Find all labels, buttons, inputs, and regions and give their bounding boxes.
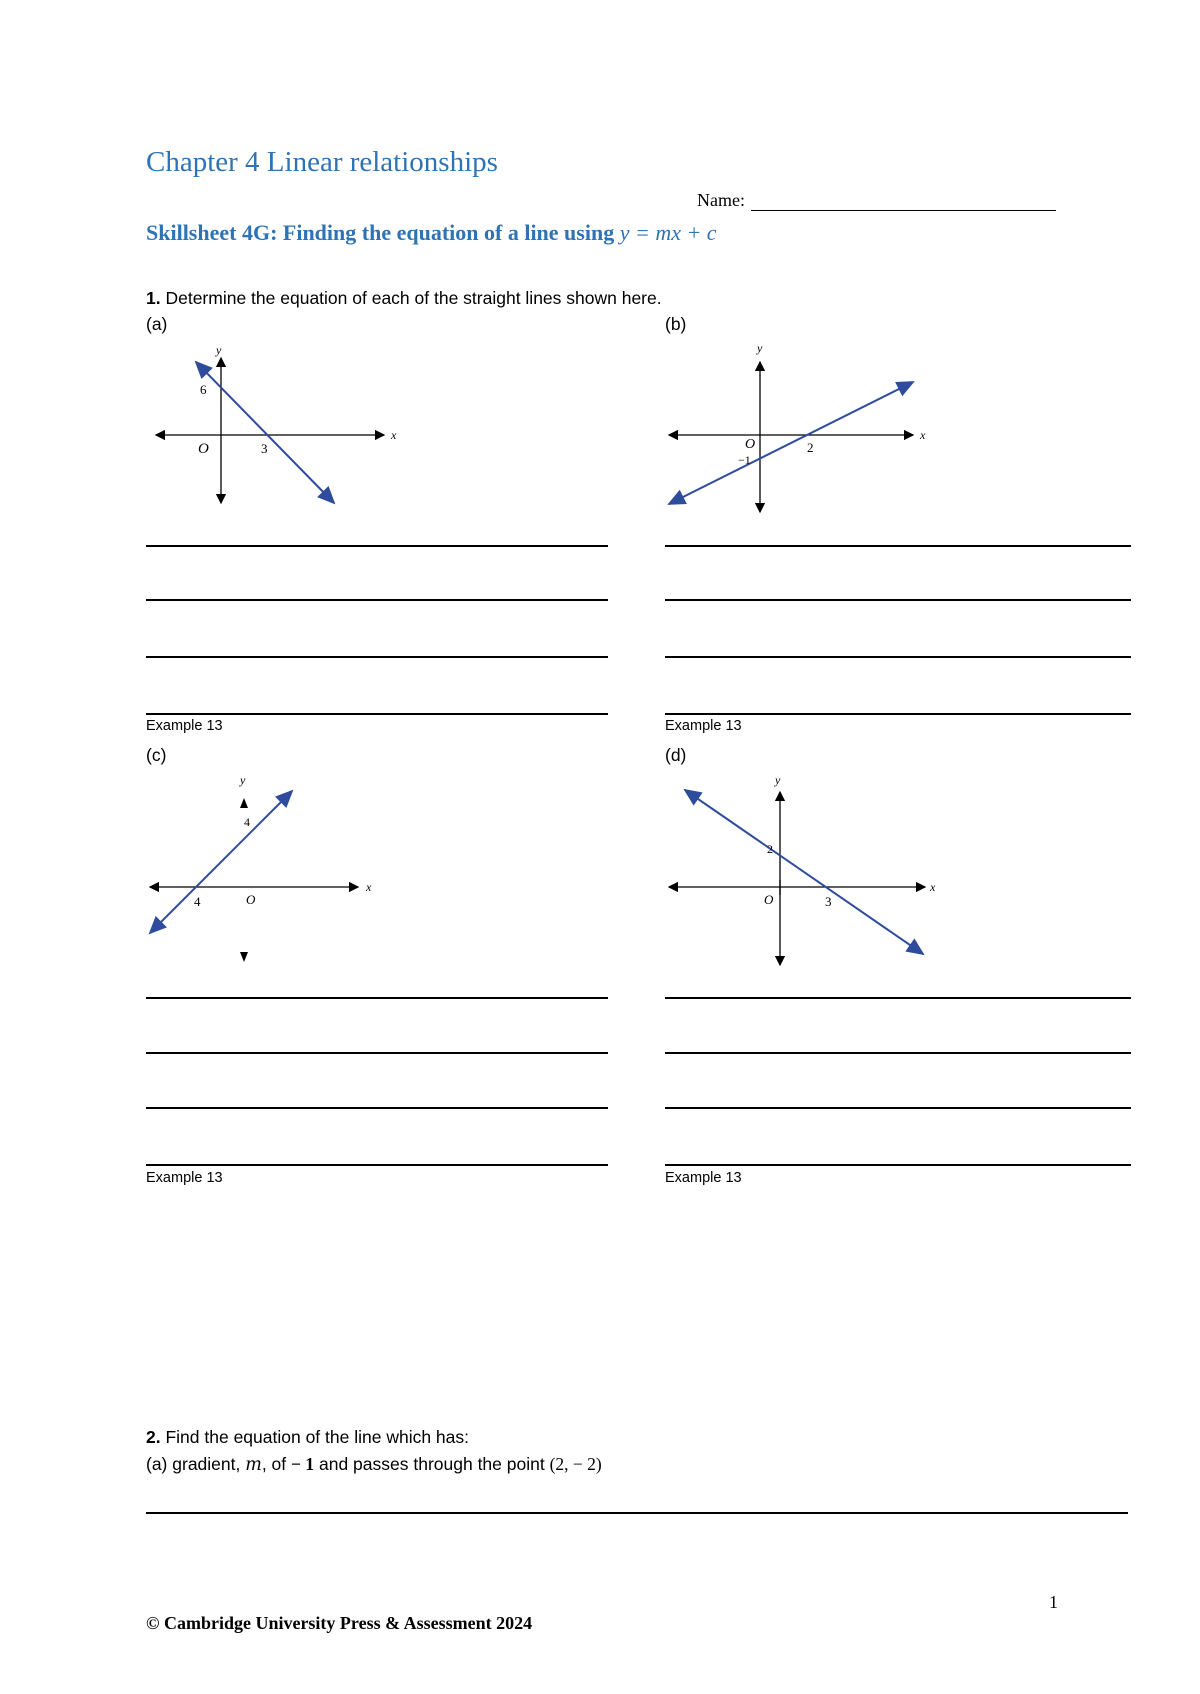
- graph-c-x-tick: 4: [194, 894, 201, 909]
- example-ref-d: Example 13: [665, 1170, 742, 1186]
- graph-d-line: [685, 790, 923, 954]
- answer-line-a-2[interactable]: [146, 599, 608, 601]
- subtitle-text: Skillsheet 4G: Finding the equation of a line using: [146, 220, 620, 245]
- part-a-label: (a): [146, 314, 168, 334]
- copyright-footer: © Cambridge University Press & Assessment 2024: [146, 1613, 533, 1633]
- graph-d-origin: O: [764, 892, 774, 907]
- graph-b-line: [669, 382, 913, 504]
- question-2a-m: m: [245, 1455, 262, 1475]
- graph-d-x-label: x: [930, 880, 936, 894]
- answer-line-c-3[interactable]: [146, 1107, 608, 1109]
- graph-b-y-label: y: [757, 341, 763, 355]
- answer-line-d-2[interactable]: [665, 1052, 1131, 1054]
- question-2a-gradient-value: − 1: [291, 1454, 315, 1474]
- example-ref-c: Example 13: [146, 1170, 223, 1186]
- question-2-prompt: [146, 1427, 469, 1448]
- part-b-label: (b): [665, 314, 687, 334]
- answer-line-c-4[interactable]: [146, 1164, 608, 1166]
- question-2a-label: (a): [146, 1454, 168, 1474]
- answer-line-b-2[interactable]: [665, 599, 1131, 601]
- answer-line-d-4[interactable]: [665, 1164, 1131, 1166]
- graph-c-y-axis-up-arrow: [240, 798, 248, 808]
- name-field[interactable]: [751, 192, 1056, 211]
- graph-d-y-tick: 2: [767, 842, 773, 856]
- graph-b-origin: O: [745, 437, 756, 452]
- graph-a-x-tick: 3: [261, 441, 268, 456]
- graph-c-origin: O: [246, 892, 256, 907]
- graph-c-y-label: y: [240, 773, 246, 787]
- skillsheet-subtitle: [146, 220, 717, 246]
- part-c-label: (c): [146, 745, 167, 765]
- answer-line-2a[interactable]: [146, 1512, 1128, 1514]
- answer-line-a-1[interactable]: [146, 545, 608, 547]
- graph-b: [665, 340, 945, 520]
- answer-line-c-1[interactable]: [146, 997, 608, 999]
- answer-line-b-1[interactable]: [665, 545, 1131, 547]
- question-2-text: Find the equation of the line which has:: [160, 1427, 470, 1447]
- graph-a-line: [196, 362, 334, 503]
- answer-line-a-4[interactable]: [146, 713, 608, 715]
- graph-c: [146, 770, 386, 970]
- graph-a-y-label: y: [216, 343, 222, 357]
- answer-line-d-1[interactable]: [665, 997, 1131, 999]
- question-1-prompt: [146, 288, 662, 309]
- graph-d: [665, 770, 945, 970]
- name-field-row: [697, 190, 1056, 211]
- question-2a-text-2: , of: [261, 1454, 292, 1474]
- answer-line-a-3[interactable]: [146, 656, 608, 658]
- answer-line-b-3[interactable]: [665, 656, 1131, 658]
- graph-a: [146, 340, 406, 510]
- page-number: 1: [1049, 1592, 1058, 1612]
- question-2-number: 2.: [146, 1427, 161, 1447]
- graph-b-y-tick: −1: [738, 453, 751, 467]
- graph-d-y-label: y: [775, 773, 781, 787]
- question-2a-text-1: gradient,: [167, 1454, 246, 1474]
- question-2a-point: (2, − 2): [549, 1454, 602, 1474]
- example-ref-b: Example 13: [665, 718, 742, 734]
- name-label: Name:: [697, 190, 745, 210]
- part-d-label: (d): [665, 745, 687, 765]
- graph-c-x-label: x: [366, 880, 372, 894]
- answer-line-c-2[interactable]: [146, 1052, 608, 1054]
- graph-c-y-axis-down-arrow: [240, 952, 248, 962]
- question-2a-text-3: and passes through the point: [314, 1454, 550, 1474]
- graph-a-origin: O: [198, 441, 209, 457]
- answer-line-d-3[interactable]: [665, 1107, 1131, 1109]
- graph-b-x-tick: 2: [807, 440, 814, 455]
- question-2a: [146, 1454, 602, 1475]
- example-ref-a: Example 13: [146, 718, 223, 734]
- subtitle-equation: y = mx + c: [619, 220, 717, 245]
- page-title: Chapter 4 Linear relationships: [146, 146, 498, 178]
- answer-line-b-4[interactable]: [665, 713, 1131, 715]
- graph-a-y-tick: 6: [200, 382, 207, 397]
- question-1-number: 1.: [146, 288, 161, 308]
- graph-a-x-label: x: [391, 428, 397, 442]
- graph-c-y-tick: 4: [244, 815, 250, 829]
- graph-d-x-tick: 3: [825, 894, 832, 909]
- graph-c-line: [150, 791, 292, 933]
- graph-b-x-label: x: [920, 428, 926, 442]
- question-1-text: Determine the equation of each of the straight lines shown here.: [160, 288, 662, 308]
